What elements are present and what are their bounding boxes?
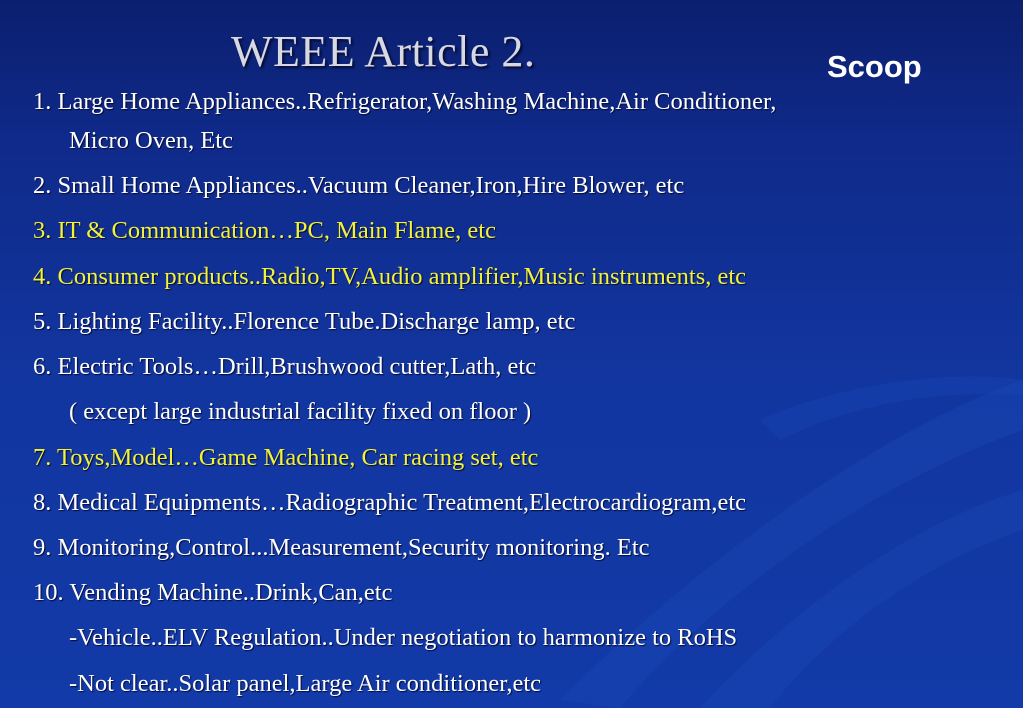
- list-item-not-clear-note: -Not clear..Solar panel,Large Air conditioner,etc: [69, 670, 542, 697]
- list-item-9: 9. Monitoring,Control...Measurement,Security monitoring. Etc: [33, 534, 650, 561]
- list-item-4: 4. Consumer products..Radio,TV,Audio amplifier,Music instruments, etc: [33, 263, 747, 290]
- list-item-8: 8. Medical Equipments…Radiographic Treatment,Electrocardiogram,etc: [33, 489, 747, 516]
- slide-title: WEEE Article 2.: [231, 27, 536, 76]
- list-item-5: 5. Lighting Facility..Florence Tube.Discharge lamp, etc: [33, 308, 576, 335]
- list-item-vehicle-note: -Vehicle..ELV Regulation..Under negotiation to harmonize to RoHS: [69, 624, 738, 651]
- list-item-10: 10. Vending Machine..Drink,Can,etc: [33, 579, 393, 606]
- list-item-1-continuation: Micro Oven, Etc: [69, 127, 233, 154]
- list-item-2: 2. Small Home Appliances..Vacuum Cleaner,Iron,Hire Blower, etc: [33, 172, 685, 199]
- list-item-7: 7. Toys,Model…Game Machine, Car racing set, etc: [33, 444, 539, 471]
- list-item-3: 3. IT & Communication…PC, Main Flame, etc: [33, 217, 496, 244]
- list-item-6-note: ( except large industrial facility fixed on floor ): [69, 398, 532, 425]
- list-item-6: 6. Electric Tools…Drill,Brushwood cutter,Lath, etc: [33, 353, 537, 380]
- scoop-label: Scoop: [827, 49, 922, 84]
- list-item-1: 1. Large Home Appliances..Refrigerator,Washing Machine,Air Conditioner,: [33, 88, 777, 115]
